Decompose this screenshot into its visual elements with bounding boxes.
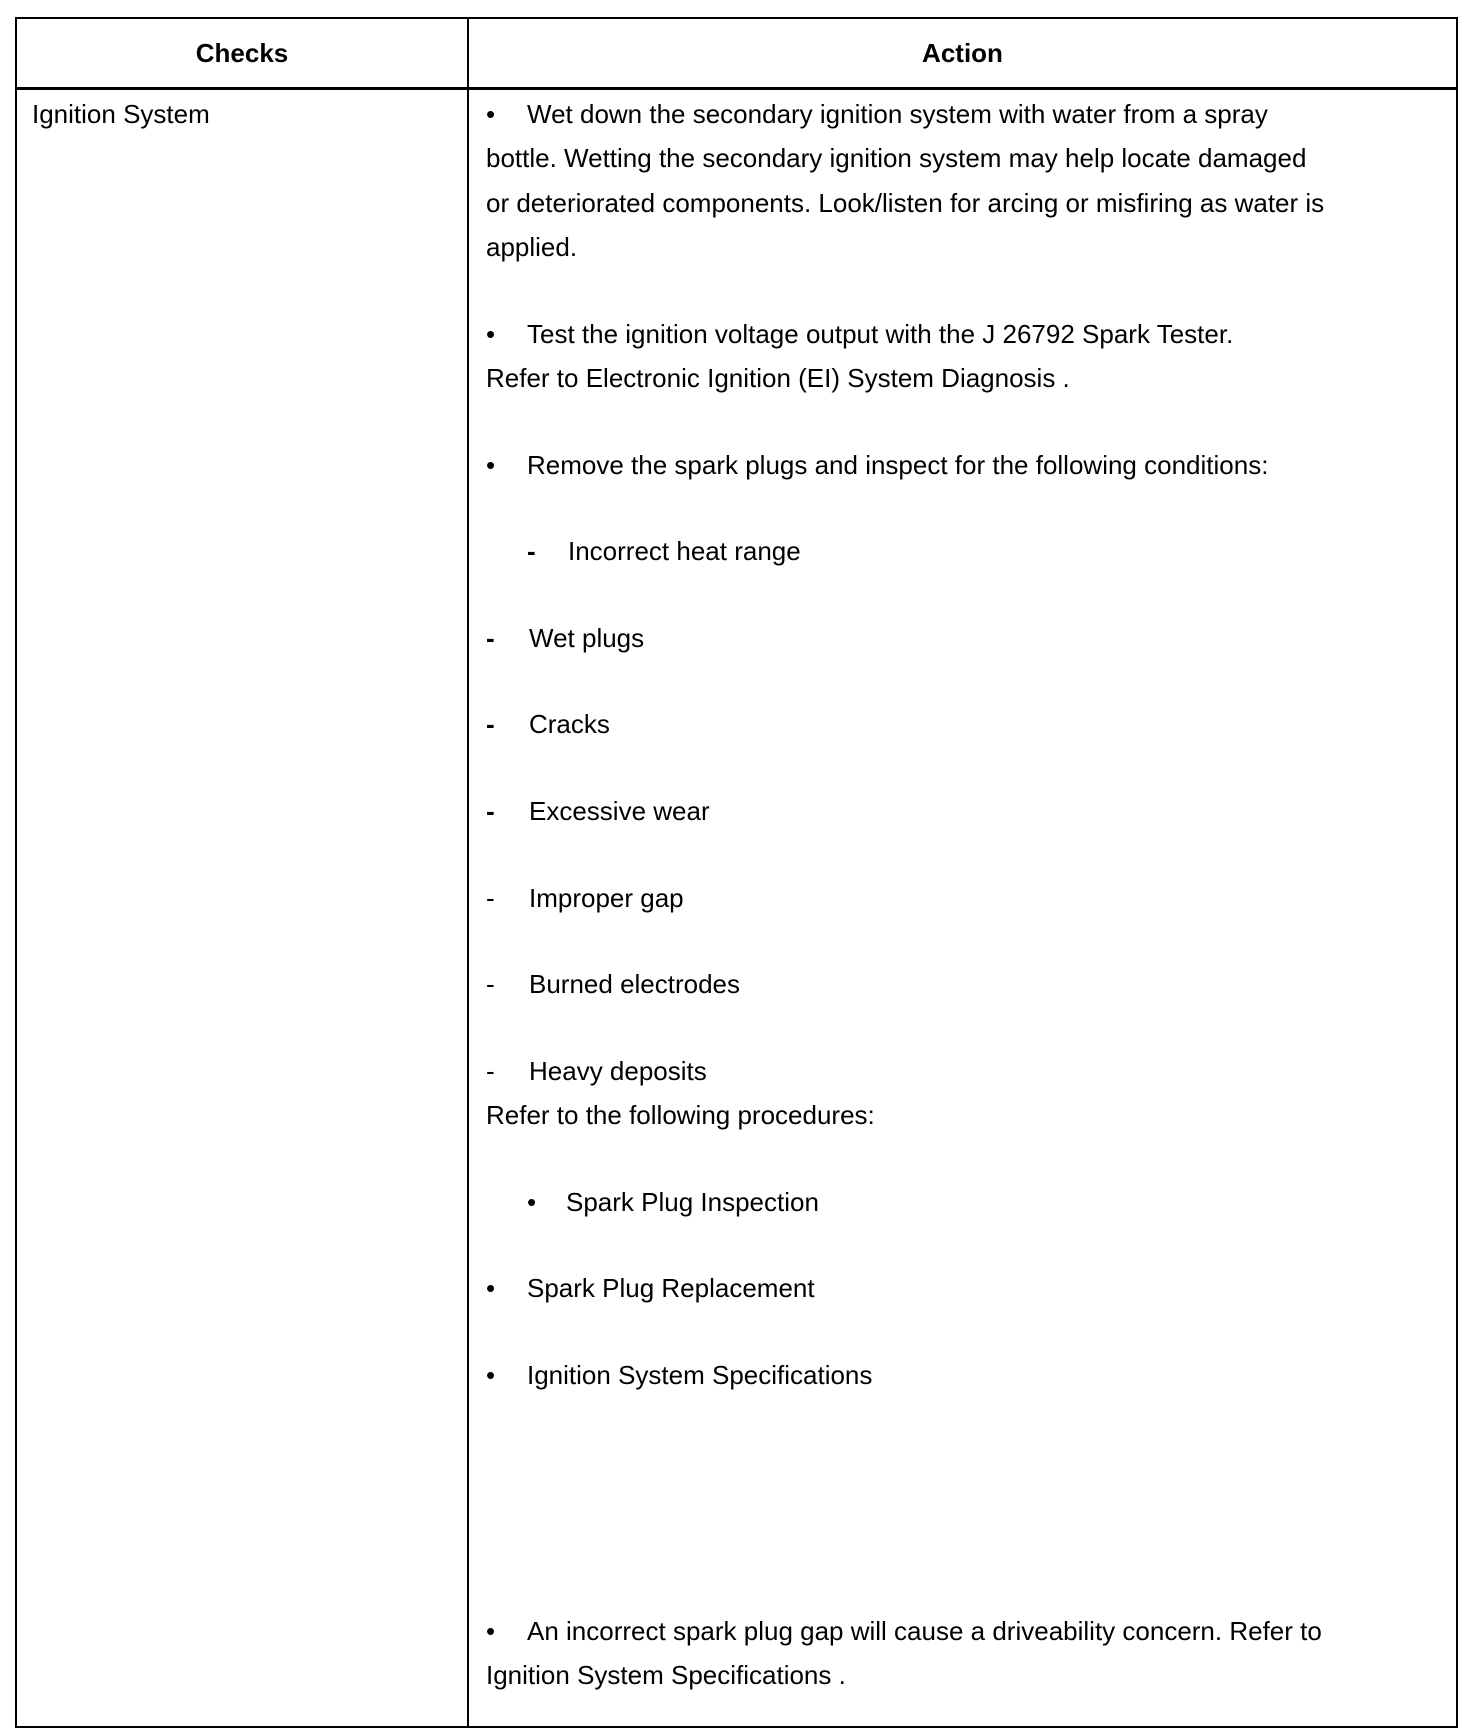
bullet-icon: • [486,99,496,129]
condition-item: Burned electrodes [529,969,741,999]
gap-note-line: An incorrect spark plug gap will cause a driveability concern. Refer to [527,1616,1322,1646]
wet-down-line: or deteriorated components. Look/listen for arcing or misfiring as water is [486,188,1325,218]
dash-icon: - [486,883,495,913]
dash-icon: - [486,796,495,826]
remove-plugs-text: Remove the spark plugs and inspect for the following conditions: [527,450,1269,480]
dash-icon: - [527,536,536,566]
check-cell: Ignition System [32,99,210,129]
header-checks: Checks [195,37,289,68]
procedure-item: Spark Plug Inspection [566,1187,819,1217]
procedure-item: Spark Plug Replacement [527,1273,815,1303]
bullet-icon: • [486,1616,496,1646]
gap-note-line: Ignition System Specifications . [486,1660,846,1690]
spark-test-text: Test the ignition voltage output with the J 26792 Spark Tester. [527,319,1234,349]
column-divider [467,19,469,1726]
diagnostic-table [15,17,1458,1728]
bullet-icon: • [486,1360,496,1390]
dash-icon: - [486,709,495,739]
bullet-icon: • [486,319,496,349]
wet-down-line: Wet down the secondary ignition system with water from a spray [527,99,1268,129]
condition-item: Excessive wear [529,796,710,826]
bullet-icon: • [527,1187,537,1217]
wet-down-line: bottle. Wetting the secondary ignition system may help locate damaged [486,143,1307,173]
bullet-icon: • [486,450,496,480]
procedures-intro: Refer to the following procedures: [486,1100,875,1130]
procedure-item: Ignition System Specifications [527,1360,873,1390]
condition-item: Improper gap [529,883,684,913]
condition-item: Heavy deposits [529,1056,707,1086]
condition-item: Cracks [529,709,610,739]
condition-item: Incorrect heat range [568,536,801,566]
condition-item: Wet plugs [529,623,645,653]
spark-test-ref: Refer to Electronic Ignition (EI) System Diagnosis . [486,363,1070,393]
dash-icon: - [486,969,495,999]
dash-icon: - [486,1056,495,1086]
wet-down-line: applied. [486,232,578,262]
header-divider [17,87,1456,90]
dash-icon: - [486,623,495,653]
header-action: Action [922,37,1003,68]
bullet-icon: • [486,1273,496,1303]
